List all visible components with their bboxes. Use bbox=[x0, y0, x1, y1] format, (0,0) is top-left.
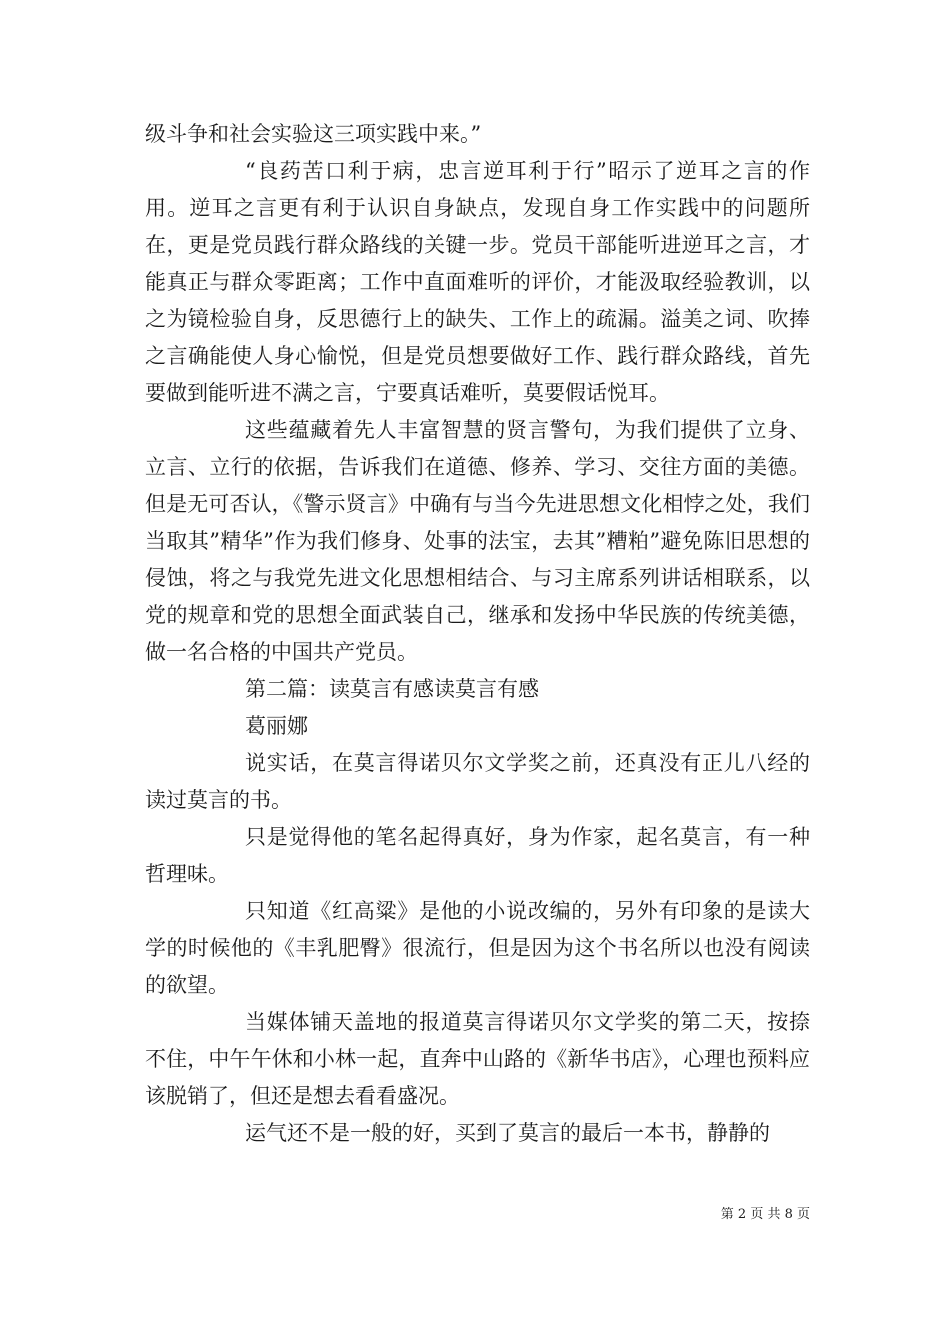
paragraph-10: 运气还不是一般的好，买到了莫言的最后一本书，静静的 bbox=[245, 1121, 770, 1145]
paragraph-9: 当媒体铺天盖地的报道莫言得诺贝尔文学奖的第二天，按捺不住，中午午休和小林一起，直奔中山路的《新华书店》，心理也预料应该脱销了，但还是想去看看盛况。 bbox=[145, 1010, 810, 1108]
author-name: 葛丽娜 bbox=[245, 714, 308, 738]
page-number: 第 2 页 共 8 页 bbox=[720, 1207, 810, 1222]
paragraph-8: 只知道《红高粱》是他的小说改编的，另外有印象的是读大学的时候他的《丰乳肥臀》很流行，但是因为这个书名所以也没有阅读的欲望。 bbox=[145, 899, 810, 997]
paragraph-1: 级斗争和社会实验这三项实践中来。” bbox=[145, 122, 482, 146]
paragraph-6: 说实话，在莫言得诺贝尔文学奖之前，还真没有正儿八经的读过莫言的书。 bbox=[145, 751, 810, 812]
paragraph-7: 只是觉得他的笔名起得真好，身为作家，起名莫言，有一种哲理味。 bbox=[145, 825, 810, 886]
section-heading: 第二篇：读莫言有感读莫言有感 bbox=[245, 677, 539, 701]
body-text bbox=[145, 116, 810, 1152]
paragraph-3: 这些蕴藏着先人丰富智慧的贤言警句，为我们提供了立身、立言、立行的依据，告诉我们在道德、修养、学习、交往方面的美德。但是无可否认，《警示贤言》中确有与当今先进思想文化相悖之处，我们当取其”精华”作为我们修身、处事的法宝，去其”糟粕”避免陈旧思想的侵蚀，将之与我党先进文化思想相结合、与习主席系列讲话相联系，以党的规章和党的思想全面武装自己，继承和发扬中华民族的传统美德，做一名合格的中国共产党员。 bbox=[145, 418, 810, 664]
paragraph-2: “良药苦口利于病，忠言逆耳利于行”昭示了逆耳之言的作用。逆耳之言更有利于认识自身缺点，发现自身工作实践中的问题所在，更是党员践行群众路线的关键一步。党员干部能听进逆耳之言，才能真正与群众零距离；工作中直面难听的评价，才能汲取经验教训，以之为镜检验自身，反思德行上的缺失、工作上的疏漏。溢美之词、吹捧之言确能使人身心愉悦，但是党员想要做好工作、践行群众路线，首先要做到能听进不满之言，宁要真话难听，莫要假话悦耳。 bbox=[145, 159, 810, 405]
